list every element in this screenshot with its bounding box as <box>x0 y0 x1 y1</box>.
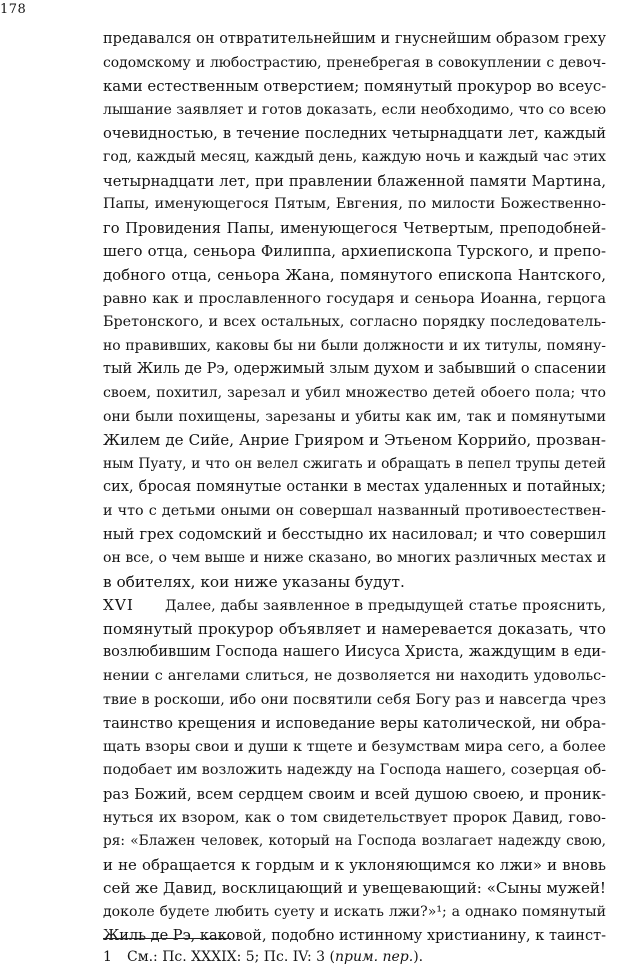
text-line: Бретонского, и всех остальных, согласно порядку последователь- <box>103 314 606 331</box>
text-line: ками естественным отверстием; помянутый прокурор во всеус- <box>103 77 607 96</box>
text-line: го Провидения Папы, именующегося Четвертым, преподобней- <box>103 219 606 237</box>
text-line: шего отца, сеньора Филиппа, архиепископа Турского, и препо- <box>103 242 606 261</box>
text-line: но правивших, каковы бы ни были должности и их титулы, помяну- <box>103 337 606 354</box>
footnote-closing: ). <box>413 949 424 965</box>
article-heading-line <box>103 594 606 618</box>
text-line: и не обращается к гордым и к уклоняющимся ко лжи» и вновь <box>103 855 606 874</box>
text-line: Жиль де Рэ, каковой, подобно истинному христианину, к таинст- <box>103 927 606 944</box>
text-line: твие в роскоши, ибо они посвятили себя Богу раз и навсегда чрез <box>103 691 606 708</box>
text-line: возлюбившим Господа нашего Иисуса Христа, жаждущим в еди- <box>103 644 606 661</box>
text-line: добного отца, сеньора Жана, помянутого епископа Нантского, <box>103 265 606 284</box>
text-line: он все, о чем выше и ниже сказано, во многих различных местах и <box>103 550 607 567</box>
text-line: и что с детьми оными он совершал названный противоестествен- <box>103 502 606 519</box>
text-line: лышание заявляет и готов доказать, если необходимо, что со всею <box>103 101 606 118</box>
text-line: очевидностью, в течение последних четырнадцати лет, каждый <box>103 125 606 143</box>
text-line: помянутый прокурор объявляет и намеревается доказать, что <box>103 619 606 638</box>
text-line: ря: «Блажен человек, который на Господа возлагает надежду свою, <box>103 833 606 850</box>
body-text <box>103 28 606 948</box>
text-line: своем, похитил, зарезал и убил множество детей обоего пола; что <box>103 384 606 401</box>
text-line: щать взоры свои и души к тщете и безумствам мира сего, а более <box>103 738 606 755</box>
text-line: четырнадцати лет, при правлении блаженной памяти Мартина, <box>103 172 606 190</box>
text-line: сей же Давид, восклицающий и увещевающий: «Сыны мужей! <box>103 879 606 898</box>
footnote-translator-note: прим. пер. <box>334 949 414 965</box>
text-line: Папы, именующегося Пятым, Евгения, по милости Божественно- <box>103 196 606 213</box>
text-line: ный грех содомский и бесстыдно их насиловал; и что совершил <box>103 526 606 544</box>
text-line: равно как и прославленного государя и сеньора Иоанна, герцога <box>103 290 606 307</box>
text-line: подобает им возложить надежду на Господа нашего, созерцая об- <box>103 762 607 779</box>
text-line: в обителях, кои ниже указаны будут. <box>103 572 405 591</box>
text-line: таинство крещения и исповедание веры католической, ни обра- <box>103 715 606 733</box>
footnote <box>103 946 423 968</box>
footnote-text: См.: Пс. XXXIX: 5; Пс. IV: 3 ( <box>127 949 335 965</box>
text-line: нуться их взором, как о том свидетельствует пророк Давид, гово- <box>103 809 606 826</box>
text-line: содомскому и любострастию, пренебрегая в совокуплении с девоч- <box>103 54 606 71</box>
text-line: предавался он отвратительнейшим и гнуснейшим образом греху <box>103 31 606 47</box>
footnote-divider <box>103 938 231 939</box>
footnote-number: 1 <box>103 949 112 965</box>
text-line: нении с ангелами слиться, не дозволяется ни находить удовольс- <box>103 668 606 685</box>
text-line: ным Пуату, и что он велел сжигать и обращать в пепел трупы детей <box>103 455 606 472</box>
text-line: год, каждый месяц, каждый день, каждую ночь и каждый час этих <box>103 148 606 165</box>
text-line: тый Жиль де Рэ, одержимый злым духом и забывший о спасении <box>103 361 607 378</box>
text-line: Жилем де Сийе, Анрие Грияром и Этьеном Коррийо, прозван- <box>103 431 606 450</box>
article-number: XVI <box>103 596 134 615</box>
article-first-line: Далее, дабы заявленное в предыдущей статье прояснить, <box>165 598 606 615</box>
text-line: сих, бросая помянутые останки в местах удаленных и потайных; <box>103 479 606 496</box>
text-line: доколе будете любить суету и искать лжи?»¹; а однако помянутый <box>103 903 606 920</box>
text-line: раз Божий, всем сердцем своим и всей душою своею, и проник- <box>103 786 606 803</box>
text-line: они были похищены, зарезаны и убиты как им, так и помянутыми <box>103 408 606 425</box>
page-number: 178 <box>0 2 27 17</box>
